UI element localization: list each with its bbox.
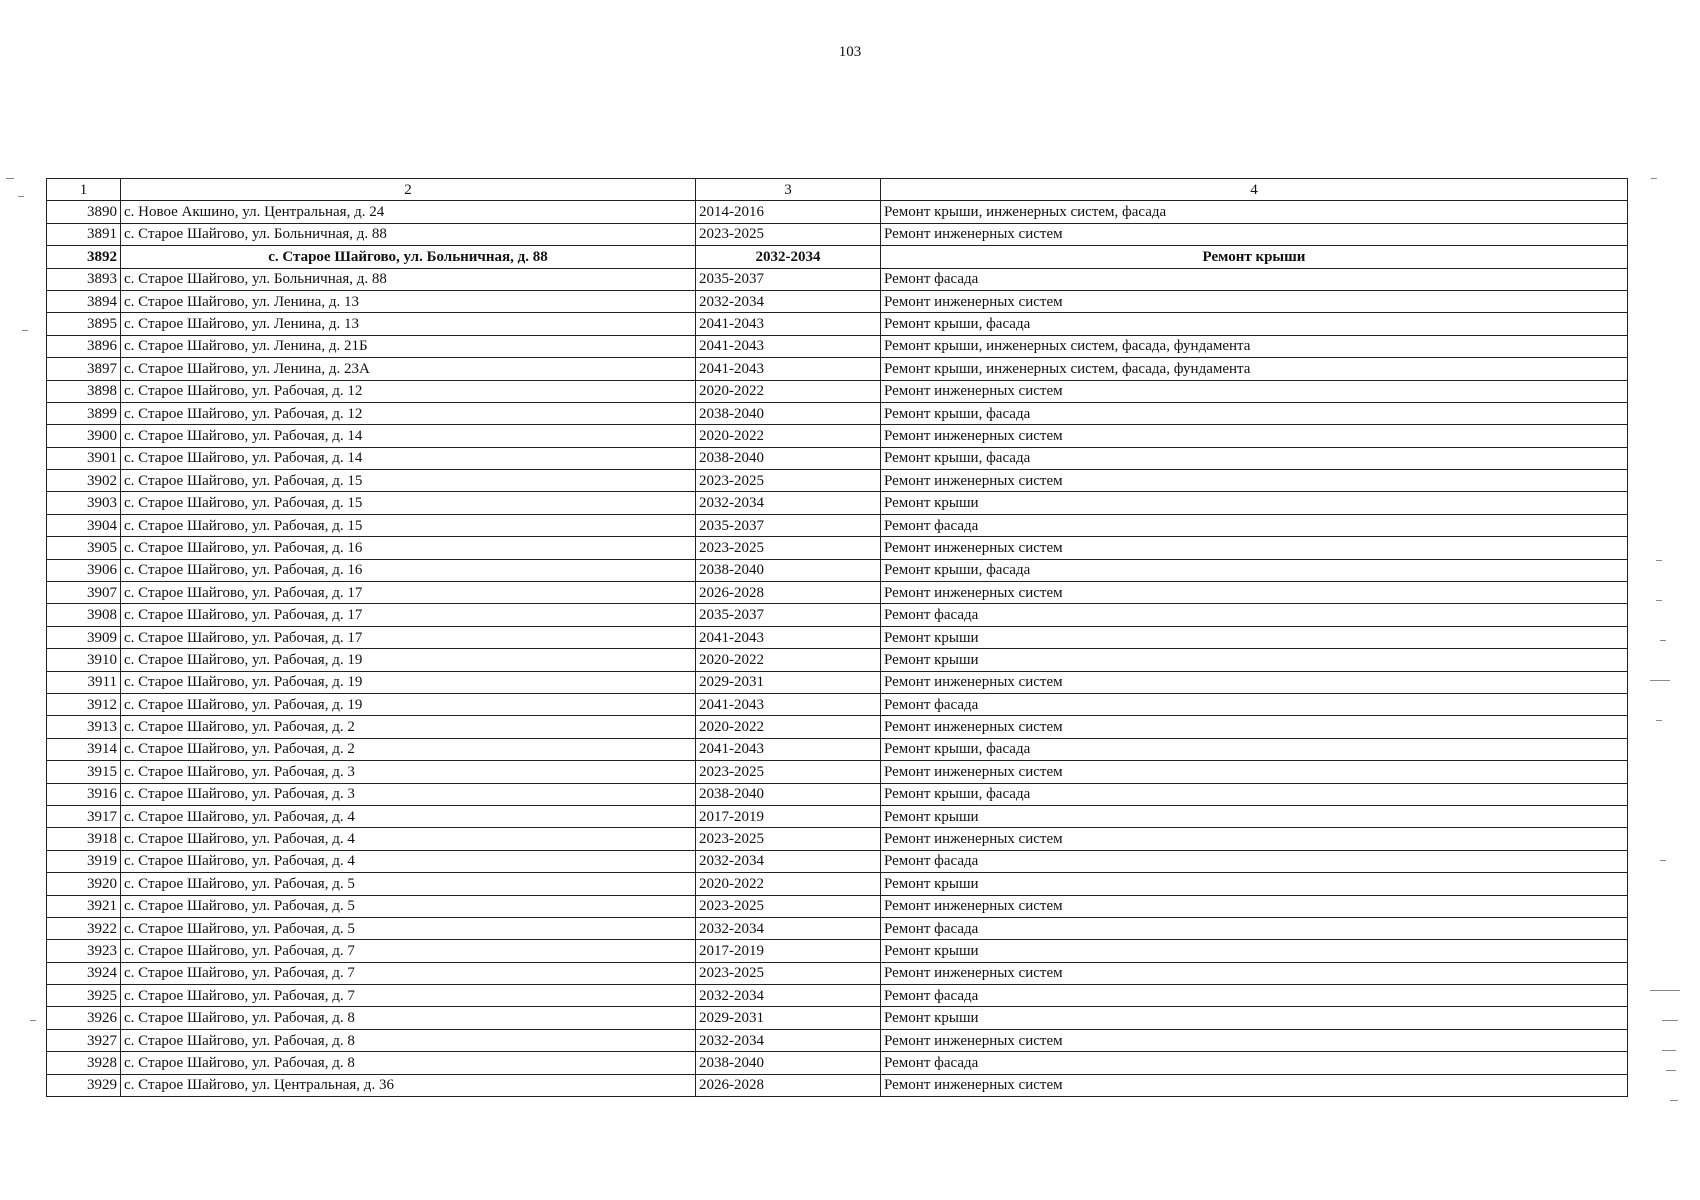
row-number-cell: 3909 [47, 626, 121, 648]
period-cell: 2014-2016 [696, 201, 881, 223]
address-cell: с. Старое Шайгово, ул. Больничная, д. 88 [121, 223, 696, 245]
table-row [47, 649, 1628, 671]
work-type-cell: Ремонт крыши, фасада [881, 783, 1628, 805]
address-cell: с. Старое Шайгово, ул. Рабочая, д. 19 [121, 671, 696, 693]
work-type-cell: Ремонт инженерных систем [881, 223, 1628, 245]
work-type-cell: Ремонт инженерных систем [881, 537, 1628, 559]
table-row [47, 402, 1628, 424]
row-number-cell: 3928 [47, 1052, 121, 1074]
row-number-cell: 3893 [47, 268, 121, 290]
address-cell: с. Старое Шайгово, ул. Рабочая, д. 5 [121, 873, 696, 895]
row-number-cell: 3917 [47, 805, 121, 827]
row-number-cell: 3921 [47, 895, 121, 917]
work-type-cell: Ремонт инженерных систем [881, 1074, 1628, 1096]
table-row [47, 358, 1628, 380]
period-cell: 2023-2025 [696, 761, 881, 783]
work-type-cell: Ремонт фасада [881, 514, 1628, 536]
period-cell: 2032-2034 [696, 917, 881, 939]
address-cell: с. Старое Шайгово, ул. Рабочая, д. 16 [121, 559, 696, 581]
row-number-cell: 3915 [47, 761, 121, 783]
address-cell: с. Старое Шайгово, ул. Рабочая, д. 14 [121, 425, 696, 447]
row-number-cell: 3896 [47, 335, 121, 357]
period-cell: 2023-2025 [696, 223, 881, 245]
table-row [47, 290, 1628, 312]
work-type-cell: Ремонт фасада [881, 917, 1628, 939]
table-header-row [47, 179, 1628, 201]
table-row [47, 380, 1628, 402]
address-cell: с. Старое Шайгово, ул. Рабочая, д. 14 [121, 447, 696, 469]
period-cell: 2041-2043 [696, 358, 881, 380]
row-number-cell: 3911 [47, 671, 121, 693]
row-number-cell: 3924 [47, 962, 121, 984]
address-cell: с. Старое Шайгово, ул. Рабочая, д. 7 [121, 962, 696, 984]
table-row [47, 425, 1628, 447]
table-row [47, 671, 1628, 693]
address-cell: с. Старое Шайгово, ул. Ленина, д. 21Б [121, 335, 696, 357]
work-type-cell: Ремонт крыши, инженерных систем, фасада, фундамента [881, 335, 1628, 357]
table-row [47, 335, 1628, 357]
address-cell: с. Старое Шайгово, ул. Рабочая, д. 2 [121, 738, 696, 760]
address-cell: с. Новое Акшино, ул. Центральная, д. 24 [121, 201, 696, 223]
table-row [47, 201, 1628, 223]
work-type-cell: Ремонт фасада [881, 985, 1628, 1007]
row-number-cell: 3899 [47, 402, 121, 424]
row-number-cell: 3908 [47, 604, 121, 626]
address-cell: с. Старое Шайгово, ул. Рабочая, д. 7 [121, 940, 696, 962]
table-row [47, 223, 1628, 245]
row-number-cell: 3890 [47, 201, 121, 223]
row-number-cell: 3919 [47, 850, 121, 872]
work-type-cell: Ремонт инженерных систем [881, 380, 1628, 402]
work-type-cell: Ремонт инженерных систем [881, 761, 1628, 783]
table-row [47, 895, 1628, 917]
work-type-cell: Ремонт инженерных систем [881, 895, 1628, 917]
header-col-2: 2 [121, 179, 696, 201]
table-row [47, 716, 1628, 738]
period-cell: 2026-2028 [696, 1074, 881, 1096]
work-type-cell: Ремонт крыши [881, 626, 1628, 648]
header-col-4: 4 [881, 179, 1628, 201]
table-row [47, 1074, 1628, 1096]
row-number-cell: 3906 [47, 559, 121, 581]
row-number-cell: 3895 [47, 313, 121, 335]
period-cell: 2041-2043 [696, 693, 881, 715]
table-row [47, 246, 1628, 268]
table-row [47, 559, 1628, 581]
work-type-cell: Ремонт фасада [881, 604, 1628, 626]
work-type-cell: Ремонт инженерных систем [881, 290, 1628, 312]
table-row [47, 537, 1628, 559]
address-cell: с. Старое Шайгово, ул. Рабочая, д. 17 [121, 626, 696, 648]
address-cell: с. Старое Шайгово, ул. Рабочая, д. 5 [121, 895, 696, 917]
work-type-cell: Ремонт крыши [881, 649, 1628, 671]
work-type-cell: Ремонт крыши [881, 246, 1628, 268]
row-number-cell: 3913 [47, 716, 121, 738]
table-row [47, 940, 1628, 962]
row-number-cell: 3922 [47, 917, 121, 939]
table-row [47, 1029, 1628, 1051]
address-cell: с. Старое Шайгово, ул. Рабочая, д. 12 [121, 380, 696, 402]
address-cell: с. Старое Шайгово, ул. Ленина, д. 13 [121, 313, 696, 335]
period-cell: 2029-2031 [696, 1007, 881, 1029]
row-number-cell: 3898 [47, 380, 121, 402]
address-cell: с. Старое Шайгово, ул. Рабочая, д. 7 [121, 985, 696, 1007]
work-type-cell: Ремонт фасада [881, 693, 1628, 715]
table-row [47, 313, 1628, 335]
row-number-cell: 3910 [47, 649, 121, 671]
period-cell: 2017-2019 [696, 940, 881, 962]
table-row [47, 962, 1628, 984]
work-type-cell: Ремонт крыши, фасада [881, 559, 1628, 581]
work-type-cell: Ремонт крыши [881, 1007, 1628, 1029]
work-type-cell: Ремонт фасада [881, 268, 1628, 290]
address-cell: с. Старое Шайгово, ул. Рабочая, д. 8 [121, 1029, 696, 1051]
address-cell: с. Старое Шайгово, ул. Рабочая, д. 8 [121, 1007, 696, 1029]
address-cell: с. Старое Шайгово, ул. Рабочая, д. 2 [121, 716, 696, 738]
period-cell: 2032-2034 [696, 492, 881, 514]
address-cell: с. Старое Шайгово, ул. Рабочая, д. 17 [121, 582, 696, 604]
work-type-cell: Ремонт крыши [881, 873, 1628, 895]
address-cell: с. Старое Шайгово, ул. Больничная, д. 88 [121, 246, 696, 268]
table-row [47, 850, 1628, 872]
table-row [47, 873, 1628, 895]
period-cell: 2032-2034 [696, 246, 881, 268]
work-type-cell: Ремонт фасада [881, 1052, 1628, 1074]
table-row [47, 1007, 1628, 1029]
period-cell: 2035-2037 [696, 514, 881, 536]
address-cell: с. Старое Шайгово, ул. Ленина, д. 13 [121, 290, 696, 312]
period-cell: 2020-2022 [696, 425, 881, 447]
row-number-cell: 3923 [47, 940, 121, 962]
row-number-cell: 3900 [47, 425, 121, 447]
row-number-cell: 3918 [47, 828, 121, 850]
row-number-cell: 3925 [47, 985, 121, 1007]
work-type-cell: Ремонт крыши, фасада [881, 447, 1628, 469]
period-cell: 2026-2028 [696, 582, 881, 604]
row-number-cell: 3902 [47, 470, 121, 492]
period-cell: 2041-2043 [696, 738, 881, 760]
table-row [47, 604, 1628, 626]
address-cell: с. Старое Шайгово, ул. Рабочая, д. 19 [121, 693, 696, 715]
table-row [47, 783, 1628, 805]
row-number-cell: 3920 [47, 873, 121, 895]
period-cell: 2023-2025 [696, 828, 881, 850]
table-row [47, 917, 1628, 939]
address-cell: с. Старое Шайгово, ул. Рабочая, д. 15 [121, 492, 696, 514]
row-number-cell: 3894 [47, 290, 121, 312]
work-type-cell: Ремонт крыши, фасада [881, 402, 1628, 424]
work-type-cell: Ремонт инженерных систем [881, 425, 1628, 447]
work-type-cell: Ремонт крыши, инженерных систем, фасада [881, 201, 1628, 223]
row-number-cell: 3907 [47, 582, 121, 604]
period-cell: 2038-2040 [696, 559, 881, 581]
period-cell: 2035-2037 [696, 604, 881, 626]
row-number-cell: 3904 [47, 514, 121, 536]
table-row [47, 582, 1628, 604]
table-row [47, 761, 1628, 783]
address-cell: с. Старое Шайгово, ул. Рабочая, д. 4 [121, 828, 696, 850]
work-type-cell: Ремонт инженерных систем [881, 1029, 1628, 1051]
table-row [47, 693, 1628, 715]
row-number-cell: 3892 [47, 246, 121, 268]
table-row [47, 514, 1628, 536]
work-type-cell: Ремонт инженерных систем [881, 582, 1628, 604]
address-cell: с. Старое Шайгово, ул. Рабочая, д. 19 [121, 649, 696, 671]
period-cell: 2020-2022 [696, 649, 881, 671]
row-number-cell: 3903 [47, 492, 121, 514]
header-col-3: 3 [696, 179, 881, 201]
work-type-cell: Ремонт инженерных систем [881, 962, 1628, 984]
work-type-cell: Ремонт крыши, инженерных систем, фасада, фундамента [881, 358, 1628, 380]
period-cell: 2023-2025 [696, 895, 881, 917]
period-cell: 2038-2040 [696, 402, 881, 424]
work-type-cell: Ремонт крыши [881, 492, 1628, 514]
period-cell: 2032-2034 [696, 985, 881, 1007]
address-cell: с. Старое Шайгово, ул. Рабочая, д. 4 [121, 850, 696, 872]
address-cell: с. Старое Шайгово, ул. Центральная, д. 36 [121, 1074, 696, 1096]
period-cell: 2023-2025 [696, 470, 881, 492]
work-type-cell: Ремонт инженерных систем [881, 828, 1628, 850]
work-type-cell: Ремонт инженерных систем [881, 470, 1628, 492]
period-cell: 2032-2034 [696, 290, 881, 312]
row-number-cell: 3897 [47, 358, 121, 380]
work-type-cell: Ремонт инженерных систем [881, 671, 1628, 693]
address-cell: с. Старое Шайгово, ул. Ленина, д. 23А [121, 358, 696, 380]
row-number-cell: 3905 [47, 537, 121, 559]
period-cell: 2035-2037 [696, 268, 881, 290]
table-row [47, 738, 1628, 760]
address-cell: с. Старое Шайгово, ул. Рабочая, д. 12 [121, 402, 696, 424]
row-number-cell: 3926 [47, 1007, 121, 1029]
period-cell: 2029-2031 [696, 671, 881, 693]
table-row [47, 626, 1628, 648]
period-cell: 2041-2043 [696, 313, 881, 335]
period-cell: 2017-2019 [696, 805, 881, 827]
period-cell: 2020-2022 [696, 716, 881, 738]
address-cell: с. Старое Шайгово, ул. Рабочая, д. 3 [121, 783, 696, 805]
table-row [47, 805, 1628, 827]
address-cell: с. Старое Шайгово, ул. Рабочая, д. 16 [121, 537, 696, 559]
address-cell: с. Старое Шайгово, ул. Рабочая, д. 15 [121, 514, 696, 536]
page-number: 103 [838, 44, 862, 60]
work-type-cell: Ремонт крыши, фасада [881, 313, 1628, 335]
row-number-cell: 3916 [47, 783, 121, 805]
header-col-1: 1 [47, 179, 121, 201]
row-number-cell: 3929 [47, 1074, 121, 1096]
period-cell: 2020-2022 [696, 873, 881, 895]
period-cell: 2020-2022 [696, 380, 881, 402]
work-type-cell: Ремонт крыши, фасада [881, 738, 1628, 760]
capital-repair-table [46, 178, 1628, 1097]
table-row [47, 492, 1628, 514]
address-cell: с. Старое Шайгово, ул. Рабочая, д. 4 [121, 805, 696, 827]
period-cell: 2032-2034 [696, 1029, 881, 1051]
address-cell: с. Старое Шайгово, ул. Рабочая, д. 5 [121, 917, 696, 939]
period-cell: 2032-2034 [696, 850, 881, 872]
row-number-cell: 3914 [47, 738, 121, 760]
period-cell: 2023-2025 [696, 962, 881, 984]
address-cell: с. Старое Шайгово, ул. Больничная, д. 88 [121, 268, 696, 290]
address-cell: с. Старое Шайгово, ул. Рабочая, д. 17 [121, 604, 696, 626]
table-body [47, 179, 1628, 1097]
address-cell: с. Старое Шайгово, ул. Рабочая, д. 8 [121, 1052, 696, 1074]
period-cell: 2023-2025 [696, 537, 881, 559]
row-number-cell: 3912 [47, 693, 121, 715]
period-cell: 2038-2040 [696, 447, 881, 469]
address-cell: с. Старое Шайгово, ул. Рабочая, д. 3 [121, 761, 696, 783]
table-row [47, 470, 1628, 492]
table-row [47, 447, 1628, 469]
table-row [47, 828, 1628, 850]
work-type-cell: Ремонт инженерных систем [881, 716, 1628, 738]
period-cell: 2038-2040 [696, 783, 881, 805]
row-number-cell: 3901 [47, 447, 121, 469]
address-cell: с. Старое Шайгово, ул. Рабочая, д. 15 [121, 470, 696, 492]
work-type-cell: Ремонт фасада [881, 850, 1628, 872]
row-number-cell: 3927 [47, 1029, 121, 1051]
table-row [47, 268, 1628, 290]
work-type-cell: Ремонт крыши [881, 805, 1628, 827]
row-number-cell: 3891 [47, 223, 121, 245]
period-cell: 2041-2043 [696, 335, 881, 357]
table-row [47, 985, 1628, 1007]
work-type-cell: Ремонт крыши [881, 940, 1628, 962]
table-row [47, 1052, 1628, 1074]
period-cell: 2041-2043 [696, 626, 881, 648]
period-cell: 2038-2040 [696, 1052, 881, 1074]
